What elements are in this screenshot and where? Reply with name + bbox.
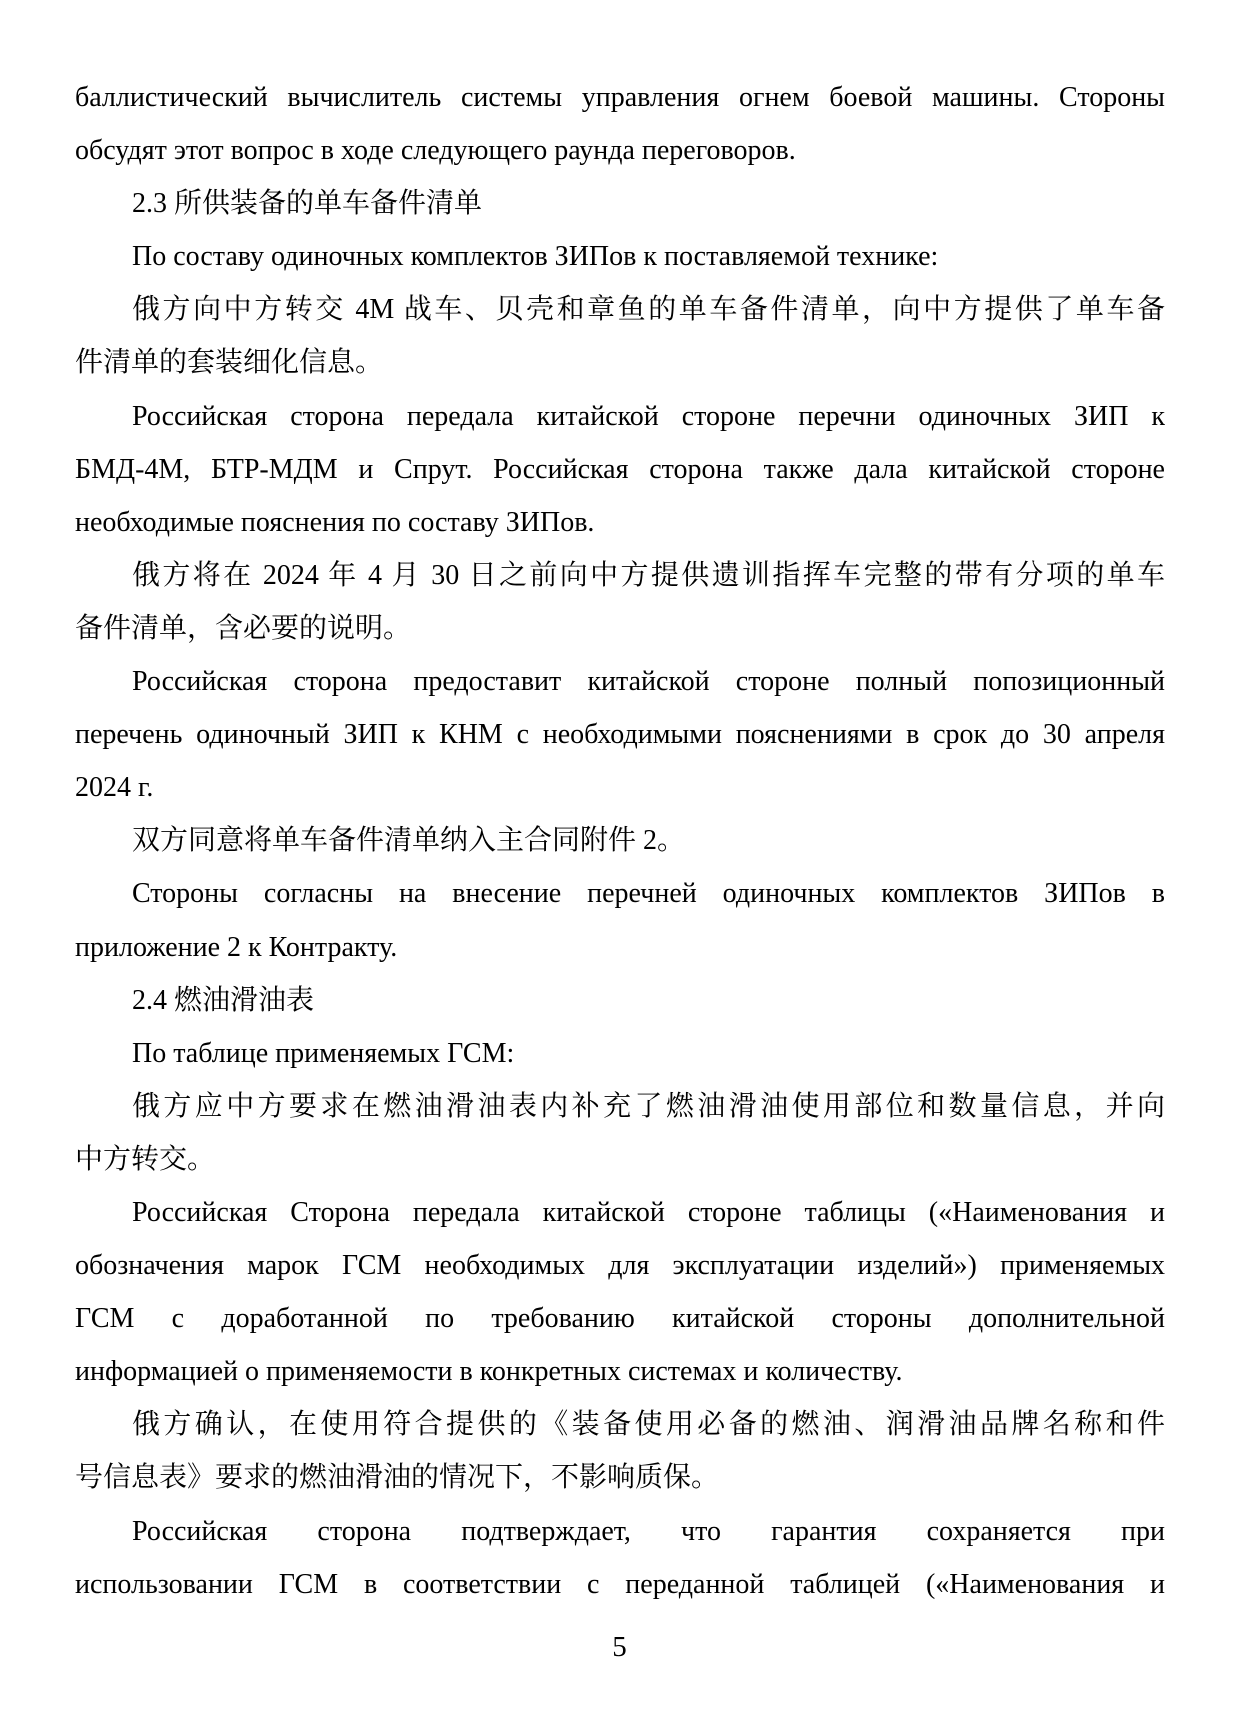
- text-line: По таблице применяемых ГСМ:: [132, 1037, 515, 1069]
- text-line: Российская сторона передала китайской стороне перечни одиночных ЗИП к: [132, 400, 1165, 432]
- text-line: 双方同意将单车备件清单纳入主合同附件 2。: [132, 825, 686, 857]
- text-line: Российская Сторона передала китайской стороне таблицы («Наименования и: [132, 1196, 1165, 1228]
- text-line: обсудят этот вопрос в ходе следующего раунда переговоров.: [75, 135, 796, 167]
- text-line: Российская сторона подтверждает, что гарантия сохраняется при: [132, 1515, 1165, 1547]
- text-line: 2.4 燃油滑油表: [132, 984, 315, 1016]
- text-line: 俄方应中方要求在燃油滑油表内补充了燃油滑油使用部位和数量信息，并向: [132, 1090, 1165, 1122]
- text-line: использовании ГСМ в соответствии с переданной таблицей («Наименования и: [75, 1568, 1165, 1600]
- text-line: 2.3 所供装备的单车备件清单: [132, 188, 483, 220]
- text-line: информацией о применяемости в конкретных системах и количеству.: [75, 1356, 903, 1388]
- text-line: 俄方确认，在使用符合提供的《装备使用必备的燃油、润滑油品牌名称和件: [132, 1409, 1165, 1441]
- text-line: баллистический вычислитель системы управления огнем боевой машины. Стороны: [75, 82, 1165, 113]
- text-line: 2024 г.: [75, 772, 154, 804]
- text-line: обозначения марок ГСМ необходимых для эксплуатации изделий») применяемых: [75, 1250, 1165, 1282]
- text-line: Российская сторона предоставит китайской стороне полный попозиционный: [132, 666, 1165, 698]
- text-line: ГСМ с доработанной по требованию китайской стороны дополнительной: [75, 1303, 1165, 1335]
- text-line: Стороны согласны на внесение перечней одиночных комплектов ЗИПов в: [132, 878, 1165, 910]
- text-line: 号信息表》要求的燃油滑油的情况下，不影响质保。: [75, 1462, 720, 1494]
- text-line: 俄方向中方转交 4M 战车、贝壳和章鱼的单车备件清单，向中方提供了单车备: [132, 294, 1165, 326]
- document-body: [75, 71, 1165, 1611]
- text-line: 件清单的套装细化信息。: [75, 347, 384, 379]
- text-line: необходимые пояснения по составу ЗИПов.: [75, 506, 595, 538]
- text-line: приложение 2 к Контракту.: [75, 931, 398, 963]
- page-number: 5: [612, 1631, 627, 1663]
- text-line: перечень одиночный ЗИП к КНМ с необходимыми пояснениями в срок до 30 апреля: [75, 719, 1165, 751]
- text-line: БМД-4М, БТР-МДМ и Спрут. Российская сторона также дала китайской стороне: [75, 453, 1165, 485]
- text-line: 俄方将在 2024 年 4 月 30 日之前向中方提供遗训指挥车完整的带有分项的单车: [132, 559, 1165, 591]
- text-line: По составу одиночных комплектов ЗИПов к поставляемой технике:: [132, 241, 939, 273]
- text-line: 备件清单，含必要的说明。: [75, 612, 412, 644]
- text-line: 中方转交。: [75, 1143, 216, 1175]
